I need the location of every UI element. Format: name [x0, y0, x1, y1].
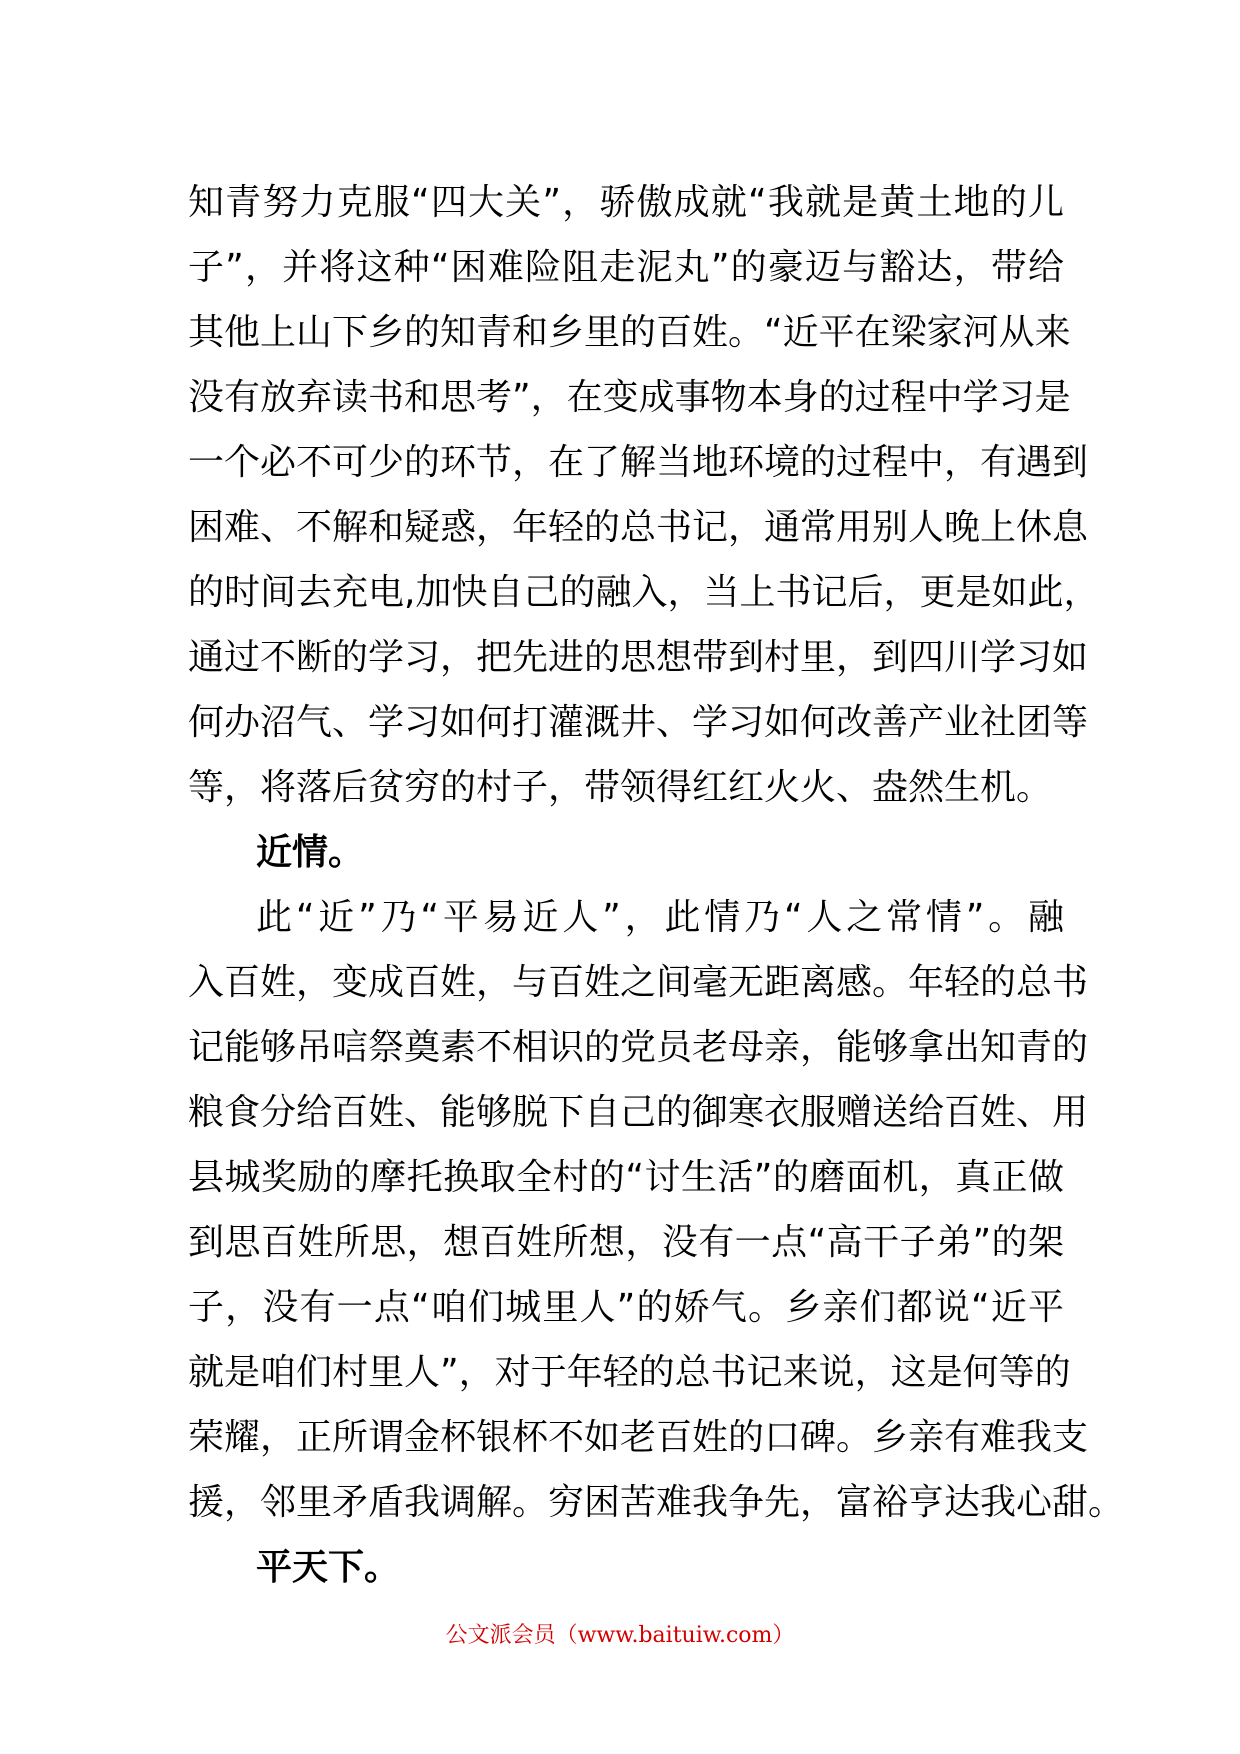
- paragraph-line: 其他上山下乡的知青和乡里的百姓。“近平在梁家河从来: [188, 312, 1071, 353]
- paragraph-line: 等，将落后贫穷的村子，带领得红红火火、盎然生机。: [188, 767, 1053, 808]
- paragraph-line: 子”，并将这种“困难险阻走泥丸”的豪迈与豁达，带给: [188, 247, 1064, 288]
- paragraph-line: 子，没有一点“咱们城里人”的娇气。乡亲们都说“近平: [188, 1287, 1064, 1328]
- paragraph-line: 何办沼气、学习如何打灌溉井、学习如何改善产业社团等: [188, 702, 1089, 743]
- paragraph-line: 此“近”乃“平易近人”，此情乃“人之常情”。融: [256, 897, 1064, 938]
- paragraph-1: [188, 170, 1100, 820]
- footer-watermark-link[interactable]: 公文派会员（www.baituiw.com）: [445, 1623, 795, 1648]
- section-heading-jinqing: 近情。: [256, 832, 365, 873]
- paragraph-2: [188, 885, 1125, 1535]
- paragraph-line: 粮食分给百姓、能够脱下自己的御寒衣服赠送给百姓、用: [188, 1092, 1089, 1133]
- paragraph-line: 的时间去充电,加快自己的融入，当上书记后，更是如此，: [188, 572, 1100, 613]
- paragraph-line: 没有放弃读书和思考”，在变成事物本身的过程中学习是: [188, 377, 1071, 418]
- paragraph-line: 入百姓，变成百姓，与百姓之间毫无距离感。年轻的总书: [188, 962, 1089, 1003]
- paragraph-line: 荣耀，正所谓金杯银杯不如老百姓的口碑。乡亲有难我支: [188, 1417, 1089, 1458]
- paragraph-line: 记能够吊唁祭奠素不相识的党员老母亲，能够拿出知青的: [188, 1027, 1089, 1068]
- section-heading-pingtianxia: 平天下。: [256, 1547, 401, 1588]
- paragraph-line: 知青努力克服“四大关”，骄傲成就“我就是黄土地的儿: [188, 182, 1064, 223]
- paragraph-line: 通过不断的学习，把先进的思想带到村里，到四川学习如: [188, 637, 1089, 678]
- paragraph-line: 到思百姓所思，想百姓所想，没有一点“高干子弟”的架: [188, 1222, 1064, 1263]
- paragraph-line: 困难、不解和疑惑，年轻的总书记，通常用别人晚上休息: [188, 507, 1089, 548]
- paragraph-line: 就是咱们村里人”，对于年轻的总书记来说，这是何等的: [188, 1352, 1071, 1393]
- paragraph-line: 县城奖励的摩托换取全村的“讨生活”的磨面机，真正做: [188, 1157, 1064, 1198]
- document-body: [188, 170, 1125, 1600]
- paragraph-line: 一个必不可少的环节，在了解当地环境的过程中，有遇到: [188, 442, 1089, 483]
- paragraph-line: 援，邻里矛盾我调解。穷困苦难我争先，富裕亨达我心甜。: [188, 1482, 1125, 1523]
